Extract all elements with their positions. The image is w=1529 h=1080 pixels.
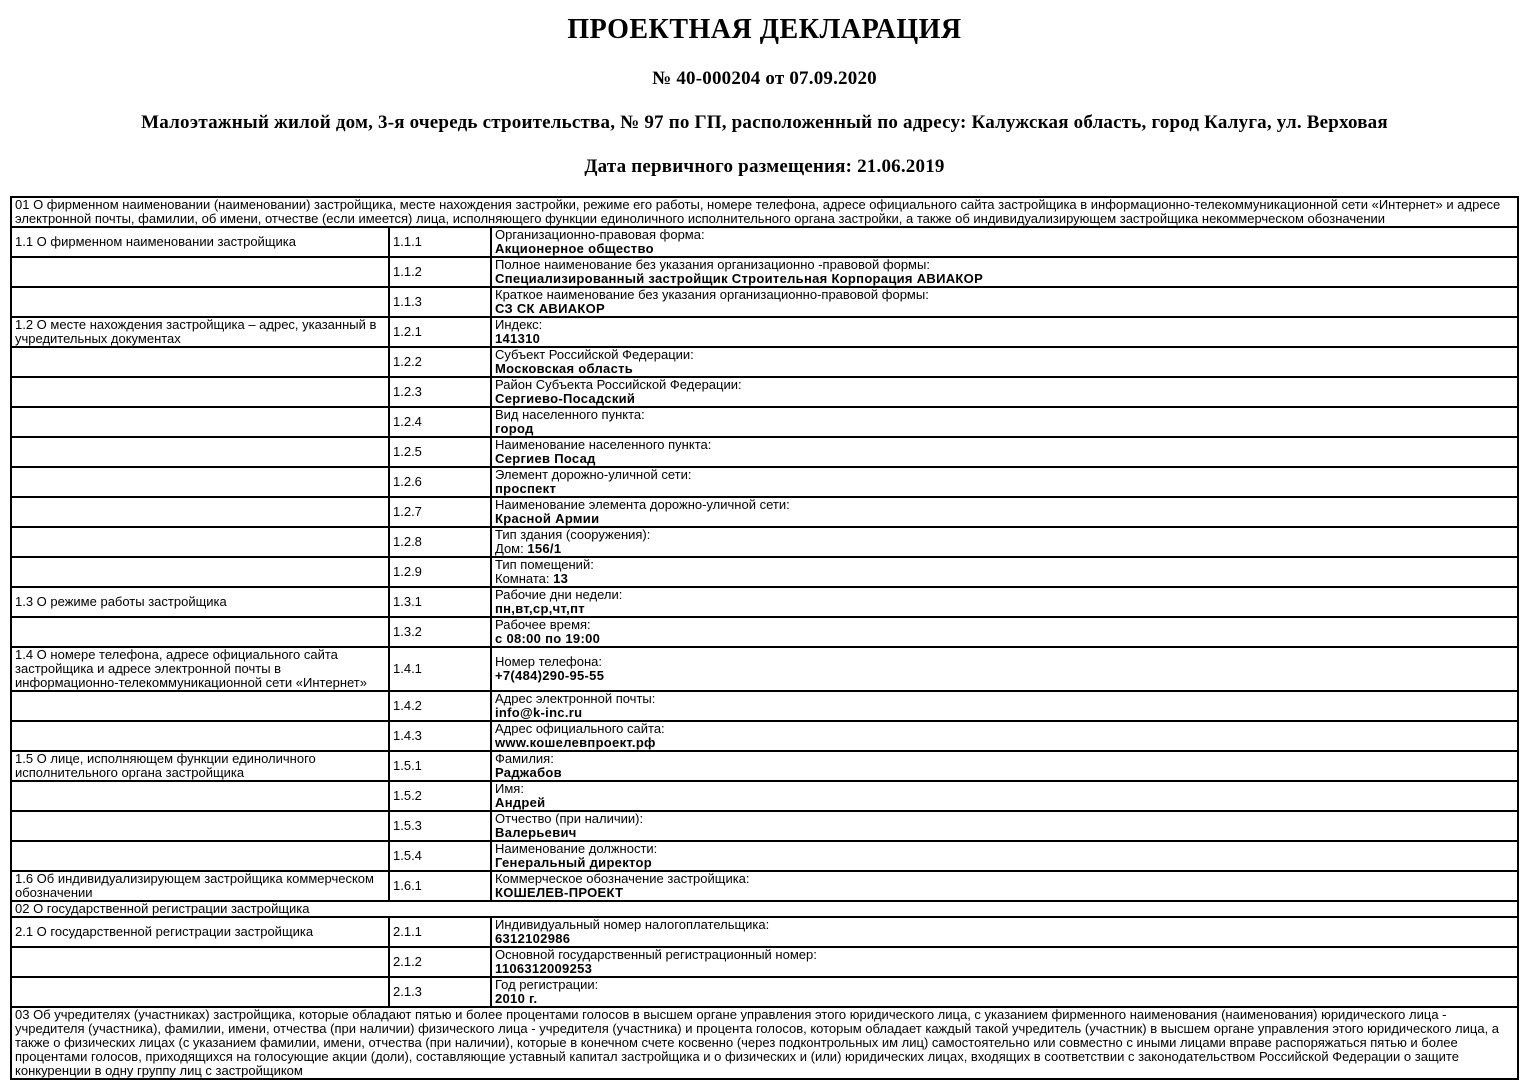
row-field-cell [491, 407, 1518, 437]
row-code-cell: 1.2.9 [389, 557, 491, 587]
field-value: Раджабов [495, 765, 562, 780]
field-label: Элемент дорожно-уличной сети: [495, 467, 692, 482]
field-value: Специализированный застройщик Строительная Корпорация АВИАКОР [495, 271, 984, 286]
row-topic-cell [11, 977, 389, 1007]
field-label: Наименование населенного пункта: [495, 437, 712, 452]
row-field-cell [491, 947, 1518, 977]
section-header-row [11, 197, 1518, 227]
field-label: Тип здания (сооружения): [495, 527, 651, 542]
row-topic-cell [11, 377, 389, 407]
row-topic-cell [11, 527, 389, 557]
row-code-cell: 1.3.2 [389, 617, 491, 647]
table-row-2.1.1 [11, 917, 1518, 947]
field-label: Индекс: [495, 317, 543, 332]
row-code-cell: 1.2.2 [389, 347, 491, 377]
field-label: Номер телефона: [495, 654, 602, 669]
table-row-1.6.1 [11, 871, 1518, 901]
field-value: Акционерное общество [495, 241, 654, 256]
row-field-cell [491, 257, 1518, 287]
row-topic-cell: 1.1 О фирменном наименовании застройщика [11, 227, 389, 257]
table-row-1.4.3 [11, 721, 1518, 751]
row-code-cell: 1.5.1 [389, 751, 491, 781]
row-code-cell: 1.4.1 [389, 647, 491, 691]
field-value: +7(484)290-95-55 [495, 668, 605, 683]
table-row-1.5.4 [11, 841, 1518, 871]
row-code-cell: 1.5.2 [389, 781, 491, 811]
row-topic-cell [11, 467, 389, 497]
table-row-1.2.1 [11, 317, 1518, 347]
field-value-prefix: Дом: [495, 541, 528, 556]
field-value: Сергиево-Посадский [495, 391, 636, 406]
row-field-cell [491, 587, 1518, 617]
field-value: 1106312009253 [495, 961, 593, 976]
row-code-cell: 1.2.7 [389, 497, 491, 527]
section-header-text: 03 Об учредителях (участниках) застройщика, которые обладают пятью и более процентами голосов в высшем органе управления этого юридического лица, с указанием фирменного наименования (наименования) юридического лица - учредителя (участника), фамилии, имени, отчества (при наличии) физического лица - учредителя (участника) и процента голосов, которым обладает каждый такой учредитель (участник) в высшем органе управления этого юридического лица, а также о физических лицах (с указанием фамилии, имени, отчества (при наличии), которые в конечном счете косвенно (через подконтрольных им лиц) самостоятельно или совместно с иными лицами вправе распоряжаться пятью и более процентами голосов, приходящихся на голосующие акции (доли), составляющие уставный капитал застройщика и о физических и (или) юридических лицах, входящих в соответствии с законодательством Российской Федерации о защите конкуренции в одну группу лиц с застройщиком [11, 1007, 1518, 1079]
row-field-cell [491, 691, 1518, 721]
table-row-2.1.3 [11, 977, 1518, 1007]
field-label: Отчество (при наличии): [495, 811, 644, 826]
row-code-cell: 1.4.3 [389, 721, 491, 751]
row-field-cell [491, 467, 1518, 497]
row-topic-cell [11, 497, 389, 527]
field-value: 2010 г. [495, 991, 538, 1006]
table-row-1.2.3 [11, 377, 1518, 407]
row-code-cell: 1.2.8 [389, 527, 491, 557]
section-header-row [11, 901, 1518, 917]
field-value: Сергиев Посад [495, 451, 596, 466]
field-value: проспект [495, 481, 557, 496]
row-topic-cell [11, 721, 389, 751]
field-value: КОШЕЛЕВ-ПРОЕКТ [495, 885, 624, 900]
field-value [495, 542, 1514, 556]
section-header-text: 01 О фирменном наименовании (наименовании) застройщика, месте нахождения застройки, режиме его работы, номере телефона, адресе официального сайта застройщика в информационно-телекоммуникационной сети «Интернет» и адресе электронной почты, фамилии, об имени, отчестве (если имеется) лица, исполняющего функции единоличного исполнительного органа застройки, а также об индивидуализирующем застройщика некоммерческом обозначении [11, 197, 1518, 227]
table-row-1.2.2 [11, 347, 1518, 377]
row-code-cell: 1.5.4 [389, 841, 491, 871]
declaration-table [10, 196, 1519, 1080]
row-code-cell: 1.3.1 [389, 587, 491, 617]
row-field-cell [491, 347, 1518, 377]
row-topic-cell: 1.4 О номере телефона, адресе официального сайта застройщика и адресе электронной почты в информационно-телекоммуникационной сети «Интернет» [11, 647, 389, 691]
row-code-cell: 1.4.2 [389, 691, 491, 721]
row-code-cell: 1.2.5 [389, 437, 491, 467]
field-label: Имя: [495, 781, 524, 796]
row-code-cell: 1.1.3 [389, 287, 491, 317]
field-label: Субъект Российской Федерации: [495, 347, 694, 362]
row-code-cell: 2.1.2 [389, 947, 491, 977]
table-row-1.3.2 [11, 617, 1518, 647]
table-row-1.2.8 [11, 527, 1518, 557]
table-row-1.3.1 [11, 587, 1518, 617]
row-field-cell [491, 227, 1518, 257]
row-topic-cell [11, 257, 389, 287]
table-row-1.1.1 [11, 227, 1518, 257]
field-label: Наименование элемента дорожно-уличной сети: [495, 497, 790, 512]
row-code-cell: 2.1.1 [389, 917, 491, 947]
row-field-cell [491, 527, 1518, 557]
table-row-1.1.2 [11, 257, 1518, 287]
row-topic-cell [11, 407, 389, 437]
field-label: Район Субъекта Российской Федерации: [495, 377, 742, 392]
row-topic-cell: 1.5 О лице, исполняющем функции единоличного исполнительного органа застройщика [11, 751, 389, 781]
field-label: Адрес электронной почты: [495, 691, 656, 706]
first-placement-date: Дата первичного размещения: 21.06.2019 [584, 156, 945, 177]
row-topic-cell [11, 557, 389, 587]
field-label: Наименование должности: [495, 841, 658, 856]
field-value-prefix: Комната: [495, 571, 554, 586]
row-code-cell: 1.2.1 [389, 317, 491, 347]
field-value-text: 156/1 [527, 541, 562, 556]
field-value: Генеральный директор [495, 855, 652, 870]
field-value: СЗ СК АВИАКОР [495, 301, 606, 316]
field-value: пн,вт,ср,чт,пт [495, 601, 585, 616]
table-row-2.1.2 [11, 947, 1518, 977]
row-field-cell [491, 437, 1518, 467]
field-value: Московская область [495, 361, 634, 376]
field-label: Рабочее время: [495, 617, 591, 632]
table-row-1.5.2 [11, 781, 1518, 811]
field-label: Краткое наименование без указания организационно-правовой формы: [495, 287, 929, 302]
field-label: Вид населенного пункта: [495, 407, 645, 422]
row-code-cell: 1.1.1 [389, 227, 491, 257]
row-field-cell [491, 871, 1518, 901]
declaration-number: № 40-000204 от 07.09.2020 [652, 68, 877, 89]
table-row-1.1.3 [11, 287, 1518, 317]
row-code-cell: 1.2.6 [389, 467, 491, 497]
section-header-text: 02 О государственной регистрации застройщика [11, 901, 1518, 917]
row-code-cell: 1.1.2 [389, 257, 491, 287]
row-field-cell [491, 497, 1518, 527]
table-row-1.2.7 [11, 497, 1518, 527]
row-topic-cell: 1.6 Об индивидуализирующем застройщика коммерческом обозначении [11, 871, 389, 901]
table-row-1.2.4 [11, 407, 1518, 437]
field-value: 6312102986 [495, 931, 571, 946]
row-topic-cell [11, 617, 389, 647]
field-value-text: 13 [553, 571, 569, 586]
row-topic-cell [11, 347, 389, 377]
row-field-cell [491, 287, 1518, 317]
row-topic-cell [11, 841, 389, 871]
row-topic-cell [11, 781, 389, 811]
field-label: Основной государственный регистрационный номер: [495, 947, 817, 962]
table-row-1.2.6 [11, 467, 1518, 497]
declaration-table-body [11, 197, 1518, 1079]
document-title: ПРОЕКТНАЯ ДЕКЛАРАЦИЯ [567, 14, 962, 45]
field-label: Организационно-правовая форма: [495, 227, 705, 242]
row-topic-cell [11, 691, 389, 721]
row-topic-cell [11, 287, 389, 317]
field-value [495, 572, 1514, 586]
row-code-cell: 2.1.3 [389, 977, 491, 1007]
row-code-cell: 1.5.3 [389, 811, 491, 841]
field-label: Год регистрации: [495, 977, 599, 992]
row-topic-cell [11, 947, 389, 977]
field-label: Рабочие дни недели: [495, 587, 623, 602]
row-field-cell [491, 977, 1518, 1007]
row-code-cell: 1.2.4 [389, 407, 491, 437]
row-topic-cell [11, 811, 389, 841]
row-field-cell [491, 917, 1518, 947]
section-header-row [11, 1007, 1518, 1079]
field-label: Тип помещений: [495, 557, 594, 572]
object-description: Малоэтажный жилой дом, 3-я очередь строительства, № 97 по ГП, расположенный по адресу: Калужская область, город Калуга, ул. Верховая [141, 112, 1388, 133]
row-field-cell [491, 811, 1518, 841]
row-code-cell: 1.6.1 [389, 871, 491, 901]
field-value: с 08:00 по 19:00 [495, 631, 601, 646]
field-value: www.кошелевпроект.рф [495, 735, 656, 750]
field-label: Полное наименование без указания организационно -правовой формы: [495, 257, 930, 272]
row-field-cell [491, 781, 1518, 811]
row-field-cell [491, 647, 1518, 691]
table-row-1.5.1 [11, 751, 1518, 781]
table-row-1.5.3 [11, 811, 1518, 841]
table-row-1.4.1 [11, 647, 1518, 691]
row-topic-cell: 1.2 О месте нахождения застройщика – адрес, указанный в учредительных документах [11, 317, 389, 347]
table-row-1.2.9 [11, 557, 1518, 587]
table-row-1.2.5 [11, 437, 1518, 467]
field-value: город [495, 421, 534, 436]
field-value: info@k-inc.ru [495, 705, 583, 720]
table-row-1.4.2 [11, 691, 1518, 721]
row-field-cell [491, 841, 1518, 871]
field-label: Адрес официального сайта: [495, 721, 665, 736]
field-value: Красной Армии [495, 511, 600, 526]
row-topic-cell: 1.3 О режиме работы застройщика [11, 587, 389, 617]
field-value: Валерьевич [495, 825, 577, 840]
row-field-cell [491, 557, 1518, 587]
row-field-cell [491, 617, 1518, 647]
row-code-cell: 1.2.3 [389, 377, 491, 407]
field-label: Фамилия: [495, 751, 554, 766]
field-value: Андрей [495, 795, 546, 810]
row-topic-cell [11, 437, 389, 467]
row-field-cell [491, 751, 1518, 781]
row-field-cell [491, 317, 1518, 347]
row-field-cell [491, 377, 1518, 407]
row-topic-cell: 2.1 О государственной регистрации застройщика [11, 917, 389, 947]
row-field-cell [491, 721, 1518, 751]
field-label: Коммерческое обозначение застройщика: [495, 871, 750, 886]
field-value: 141310 [495, 331, 541, 346]
field-label: Индивидуальный номер налогоплательщика: [495, 917, 770, 932]
